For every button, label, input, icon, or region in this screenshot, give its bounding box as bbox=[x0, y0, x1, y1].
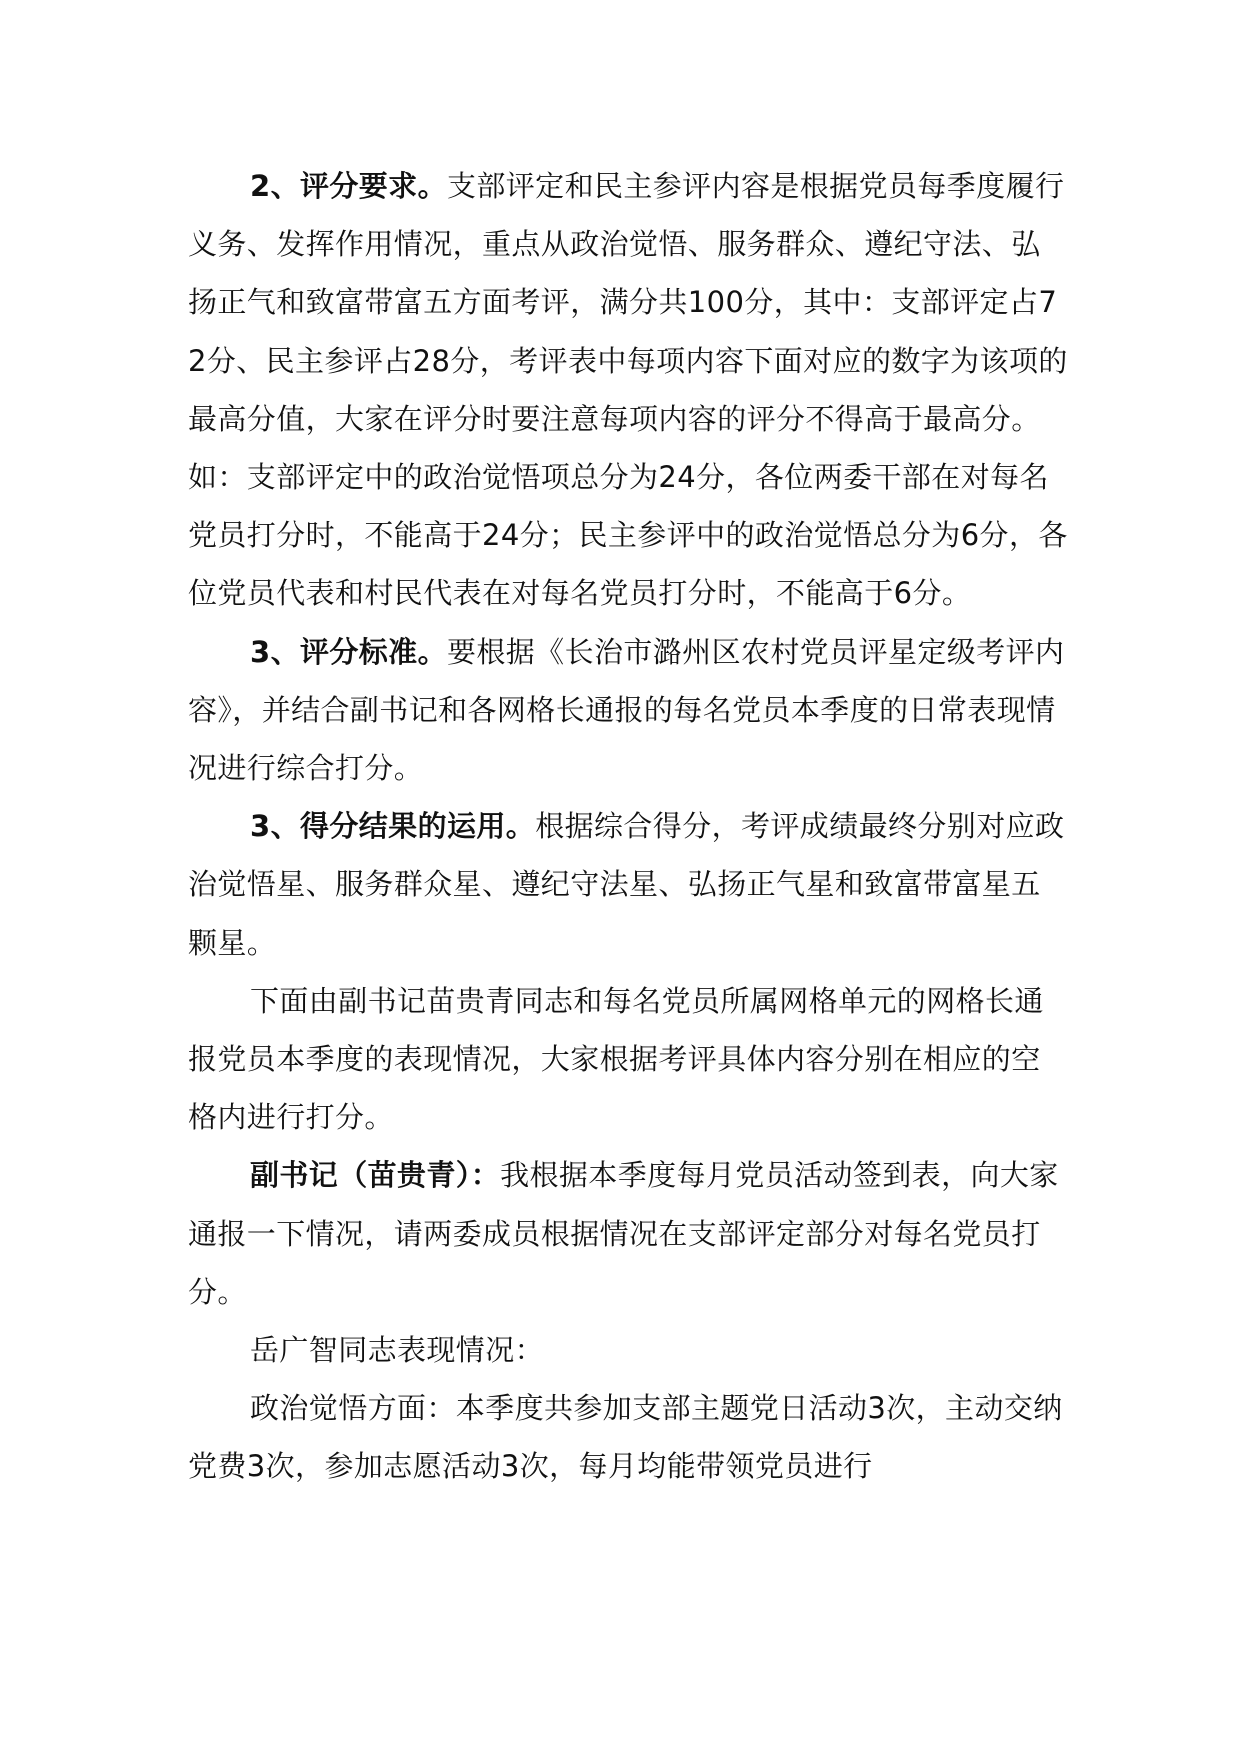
paragraph-heading: 3、得分结果的运用。 bbox=[250, 809, 536, 844]
paragraph-body: 根据综合得分，考评成绩最终分别对应政治觉悟星、服务群众星、遵纪守法星、弘扬正气星和致富带富星五颗星。 bbox=[188, 809, 1065, 960]
paragraph-body: 政治觉悟方面：本季度共参加支部主题党日活动3次，主动交纳党费3次，参加志愿活动3次，每月均能带领党员进行 bbox=[188, 1391, 1063, 1484]
paragraph-scoring-requirements bbox=[188, 157, 1068, 623]
paragraph-member-name bbox=[188, 1321, 1068, 1379]
paragraph-heading: 3、评分标准。 bbox=[250, 634, 447, 669]
paragraph-body: 岳广智同志表现情况： bbox=[250, 1333, 545, 1368]
paragraph-body: 支部评定和民主参评内容是根据党员每季度履行义务、发挥作用情况，重点从政治觉悟、服务群众、遵纪守法、弘扬正气和致富带富五方面考评，满分共100分，其中：支部评定占72分、民主参评占28分，考评表中每项内容下面对应的数字为该项的最高分值，大家在评分时要注意每项内容的评分不得高于最高分。如：支部评定中的政治觉悟项总分为24分，各位两委干部在对每名党员打分时，不能高于24分；民主参评中的政治觉悟总分为6分，各位党员代表和村民代表在对每名党员打分时，不能高于6分。 bbox=[188, 169, 1068, 611]
paragraph-score-usage bbox=[188, 797, 1068, 972]
paragraph-scoring-standard bbox=[188, 623, 1068, 798]
paragraph-political-awareness bbox=[188, 1379, 1068, 1495]
paragraph-deputy-secretary bbox=[188, 1146, 1068, 1321]
paragraph-report-intro bbox=[188, 972, 1068, 1147]
paragraph-body: 我根据本季度每月党员活动签到表，向大家通报一下情况，请两委成员根据情况在支部评定部分对每名党员打分。 bbox=[188, 1158, 1059, 1309]
paragraph-heading: 2、评分要求。 bbox=[250, 169, 447, 203]
paragraph-heading: 副书记（苗贵青）： bbox=[250, 1158, 501, 1193]
paragraph-body: 下面由副书记苗贵青同志和每名党员所属网格单元的网格长通报党员本季度的表现情况，大家根据考评具体内容分别在相应的空格内进行打分。 bbox=[188, 983, 1044, 1135]
document-page bbox=[188, 157, 1068, 1496]
paragraph-body: 要根据《长治市潞州区农村党员评星定级考评内容》，并结合副书记和各网格长通报的每名党员本季度的日常表现情况进行综合打分。 bbox=[188, 634, 1065, 786]
